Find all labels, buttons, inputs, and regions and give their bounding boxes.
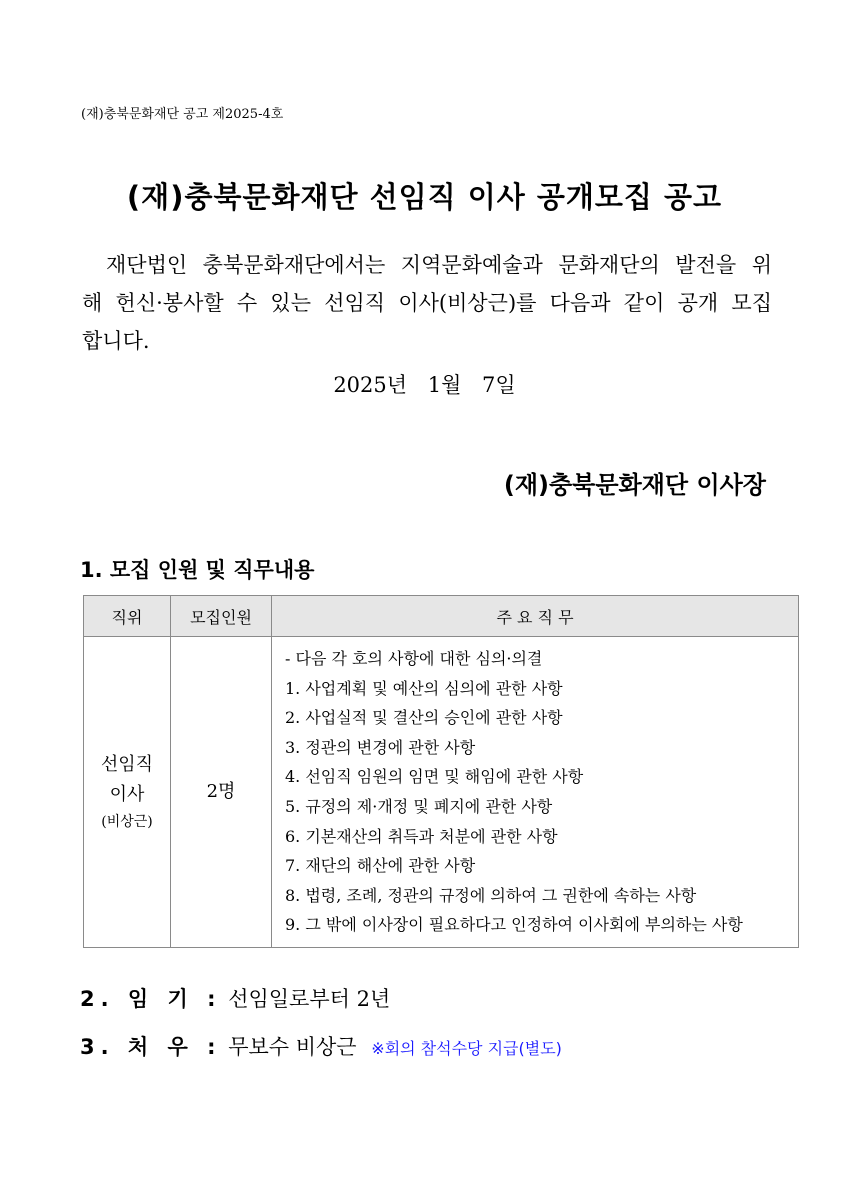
- duties-cell: [272, 637, 799, 948]
- duty-item: 1. 사업계획 및 예산의 심의에 관한 사항: [285, 678, 563, 698]
- compensation-value: 무보수 비상근: [228, 1035, 357, 1059]
- intro-paragraph: 재단법인 충북문화재단에서는 지역문화예술과 문화재단의 발전을 위해 헌신·봉사할 수 있는 선임직 이사(비상근)를 다음과 같이 공개 모집합니다.: [82, 253, 772, 353]
- header-headcount: 모집인원: [171, 596, 272, 637]
- header-position: 직위: [84, 596, 171, 637]
- section-1-heading: 1. 모집 인원 및 직무내용: [80, 558, 315, 582]
- headcount-value: 2명: [206, 780, 236, 802]
- duty-item: 4. 선임직 임원의 임면 및 해임에 관한 사항: [285, 767, 584, 787]
- page-title: (재)충북문화재단 선임직 이사 공개모집 공고: [126, 180, 723, 214]
- signer: (재)충북문화재단 이사장: [503, 471, 766, 499]
- term-label: 2. 임 기 :: [80, 987, 222, 1011]
- duty-item: 2. 사업실적 및 결산의 승인에 관한 사항: [285, 708, 563, 728]
- position-line: 이사: [109, 783, 145, 805]
- table-header-row: [84, 596, 799, 637]
- notice-date: 2025년 1월 7일: [333, 373, 516, 397]
- duty-item: 7. 재단의 해산에 관한 사항: [285, 856, 476, 876]
- duty-item: 8. 법령, 조례, 정관의 규정에 의하여 그 권한에 속하는 사항: [285, 885, 697, 905]
- duty-table: [83, 595, 799, 948]
- compensation-label: 3. 처 우 :: [80, 1035, 222, 1059]
- compensation-item: [80, 1031, 562, 1061]
- headcount-cell: [171, 637, 272, 948]
- duty-item: - 다음 각 호의 사항에 대한 심의·의결: [285, 649, 543, 668]
- position-line: 선임직: [100, 753, 154, 775]
- duty-item: 9. 그 밖에 이사장이 필요하다고 인정하여 이사회에 부의하는 사항: [285, 915, 743, 935]
- duty-item: 3. 정관의 변경에 관한 사항: [285, 737, 476, 757]
- header-duties: 주 요 직 무: [272, 596, 799, 637]
- term-value: 선임일로부터 2년: [228, 987, 391, 1011]
- position-note: (비상근): [101, 813, 153, 830]
- position-cell: [84, 637, 171, 948]
- duty-item: 5. 규정의 제·개정 및 폐지에 관한 사항: [285, 796, 553, 816]
- term-item: [80, 983, 390, 1013]
- notice-number: (재)충북문화재단 공고 제2025-4호: [81, 107, 284, 122]
- table-row: [84, 637, 799, 948]
- allowance-note: ※회의 참석수당 지급(별도): [371, 1039, 562, 1058]
- duty-item: 6. 기본재산의 취득과 처분에 관한 사항: [285, 826, 558, 846]
